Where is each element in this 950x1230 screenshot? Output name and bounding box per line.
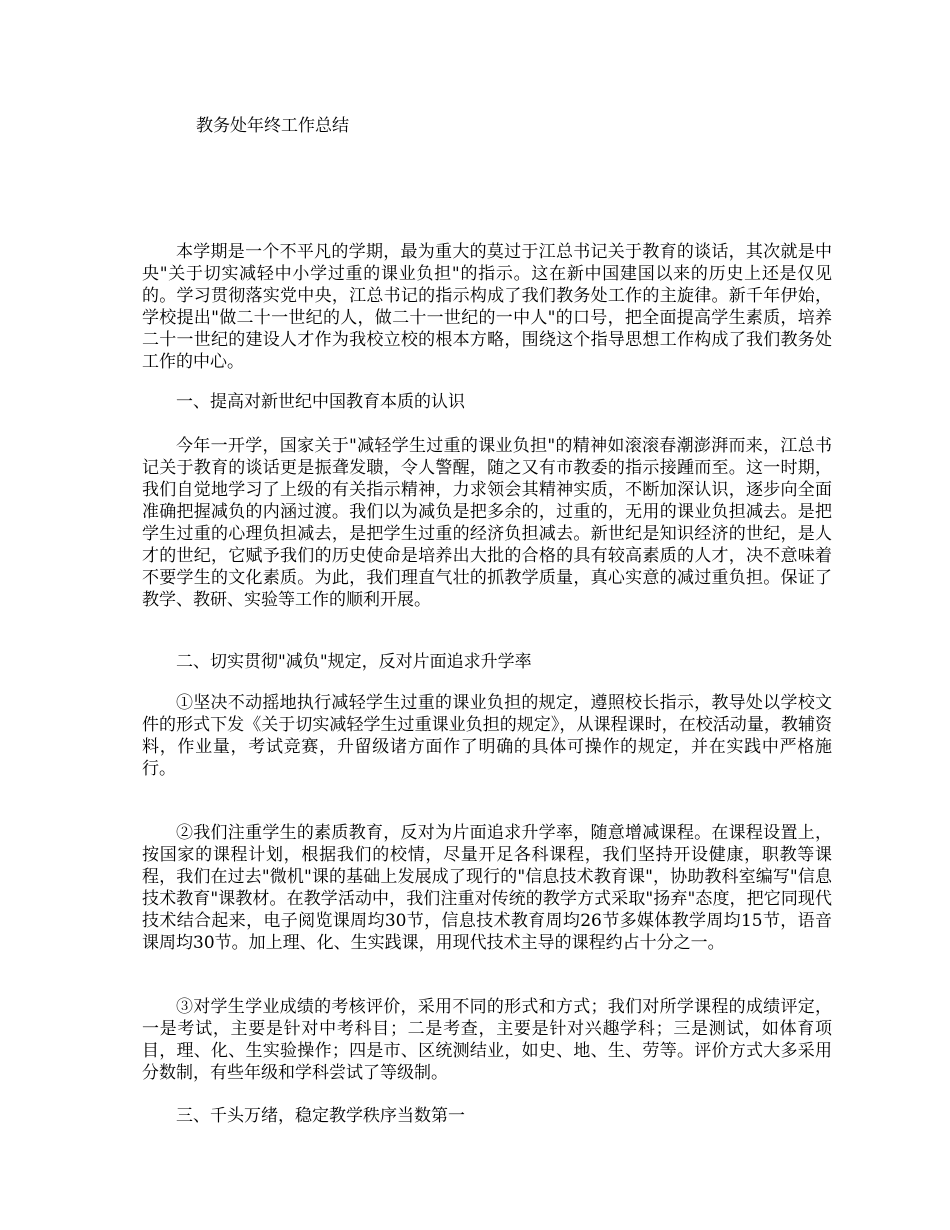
paragraph-section-1: 今年一开学，国家关于"减轻学生过重的课业负担"的精神如滚滚春潮澎湃而来，江总书记关于教育的谈话更是振聋发聩，令人警醒，随之又有市教委的指示接踵而至。这一时期，我们自觉地学习了上级的有关指示精神，力求领会其精神实质，不断加深认识，逐步向全面准确把握减负的内涵过渡。我们以为减负是把多余的，过重的，无用的课业负担减去。是把学生过重的心理负担减去，是把学生过重的经济负担减去。新世纪是知识经济的世纪，是人才的世纪，它赋予我们的历史使命是培养出大批的合格的具有较高素质的人才，决不意味着不要学生的文化素质。为此，我们理直气壮的抓教学质量，真心实意的减过重负担。保证了教学、教研、实验等工作的顺利开展。 — [142, 436, 832, 610]
paragraph-item-2: ②我们注重学生的素质教育，反对为片面追求升学率，随意增减课程。在课程设置上，按国家的课程计划，根据我们的校情，尽量开足各科课程，我们坚持开设健康，职教等课程，我们在过去"微机"课的基础上发展成了现行的"信息技术教育课"，协助教科室编写"信息技术教育"课教材。在教学活动中，我们注重对传统的教学方式采取"扬弃"态度，把它同现代技术结合起来，电子阅览课周均30节，信息技术教育周均26节多媒体教学周均15节，语音课周均30节。加上理、化、生实践课，用现代技术主导的课程约占十分之一。 — [142, 823, 832, 953]
paragraph-item-3: ③对学生学业成绩的考核评价，采用不同的形式和方式；我们对所学课程的成绩评定，一是考试，主要是针对中考科目；二是考查，主要是针对兴趣学科；三是测试，如体育项目，理、化、生实验操作；四是市、区统测结业，如史、地、生、劳等。评价方式大多采用分数制，有些年级和学科尝试了等级制。 — [142, 997, 832, 1083]
section-heading-1: 一、提高对新世纪中国教育本质的认识 — [176, 392, 465, 412]
paragraph-intro: 本学期是一个不平凡的学期，最为重大的莫过于江总书记关于教育的谈话，其次就是中央"关于切实减轻中小学过重的课业负担"的指示。这在新中国建国以来的历史上还是仅见的。学习贯彻落实党中央，江总书记的指示构成了我们教务处工作的主旋律。新千年伊始，学校提出"做二十一世纪的人，做二十一世纪的一中人"的口号，把全面提高学生素质，培养二十一世纪的建设人才作为我校立校的根本方略，围绕这个指导思想工作构成了我们教务处工作的中心。 — [142, 242, 832, 372]
section-heading-3: 三、千头万绪，稳定教学秩序当数第一 — [176, 1106, 465, 1126]
document-title: 教务处年终工作总结 — [196, 116, 349, 136]
paragraph-item-1: ①坚决不动摇地执行减轻学生过重的课业负担的规定，遵照校长指示，教导处以学校文件的形式下发《关于切实减轻学生过重课业负担的规定》，从课程课时，在校活动量，教辅资料，作业量，考试竞赛，升留级诸方面作了明确的具体可操作的规定，并在实践中严格施行。 — [142, 693, 832, 779]
section-heading-2: 二、切实贯彻"减负"规定，反对片面追求升学率 — [176, 652, 532, 672]
